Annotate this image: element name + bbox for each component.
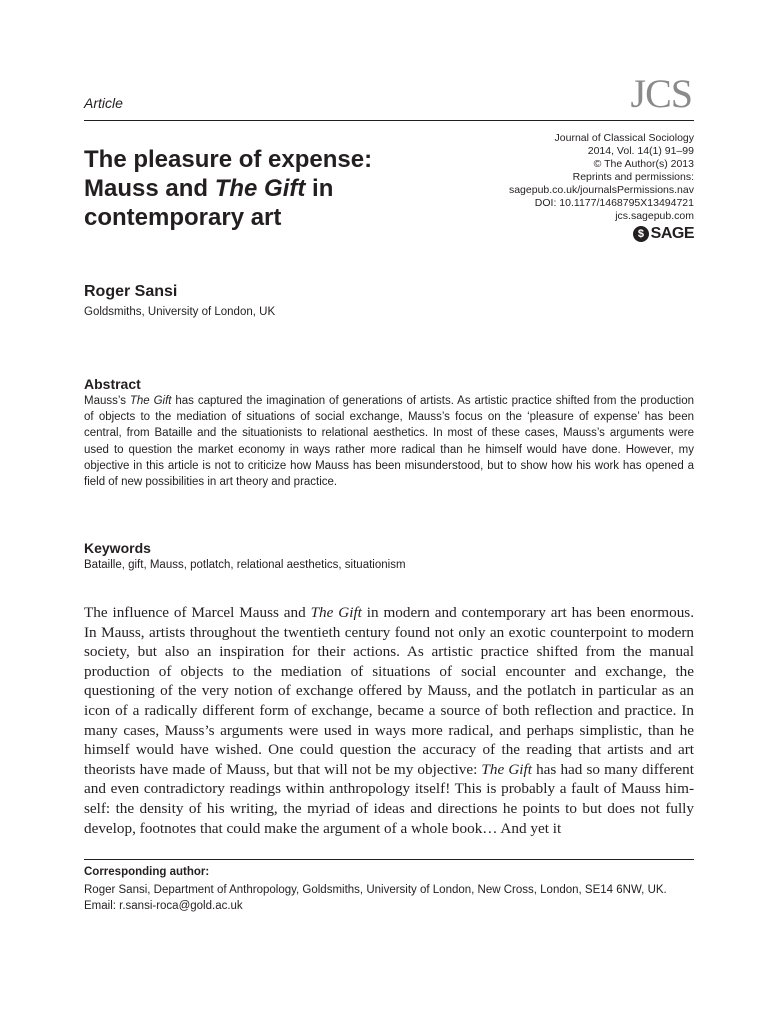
body-part-3: has had so many different and even contradictory readings within anthropology itself! This is probably a fault of Mauss himself: the density of his writing, the myriad of ideas and directions he points to but does not fully develop, footnotes that could make the argument of a whole book… And yet it <box>84 760 694 837</box>
keywords-text: Bataille, gift, Mauss, potlatch, relational aesthetics, situationism <box>84 559 406 571</box>
journal-logo: JCS <box>630 71 692 116</box>
body-part-1: The influence of Marcel Mauss and <box>84 604 311 621</box>
volume-info: 2014, Vol. 14(1) 91–99 <box>587 145 694 157</box>
reprints-label: Reprints and permissions: <box>572 171 694 183</box>
corresponding-author-details <box>84 882 684 914</box>
copyright: © The Author(s) 2013 <box>593 158 694 170</box>
body-italic-2: The Gift <box>481 760 532 778</box>
abstract-heading: Abstract <box>84 376 141 392</box>
body-part-2: in modern and contemporary art has been enormous. In Mauss, artists throughout the twentieth century found not only an exotic counterpoint to modern society, but also an inspiration for their actions. As artistic practice shifted from the manual production of objects to the mediation of situations of social encounter and exchange, the questioning of the very notion of exchange offered by Mauss, and the potlatch in particular as an icon of a radically different form of exchange, became a source of both reflection and practice. In many cases, Mauss’s arguments were used in ways more radical, and perhaps simplistic, than he himself would have wished. One could question the accuracy of the reading that artists and art theorists have made of Mauss, but that will not be my objective: <box>84 604 694 778</box>
article-type-label: Article <box>84 95 123 111</box>
title-line-2 <box>84 174 484 203</box>
abstract-text-pre: Mauss’s <box>84 395 130 407</box>
journal-site-link[interactable]: jcs.sagepub.com <box>615 210 694 222</box>
title-line-2-italic: The Gift <box>214 175 306 202</box>
keywords-heading: Keywords <box>84 540 151 556</box>
title-line-1: The pleasure of expense: <box>84 146 373 173</box>
corresponding-author-email[interactable]: Email: r.sansi-roca@gold.ac.uk <box>84 900 243 912</box>
title-line-2-post: in <box>305 175 334 202</box>
article-title <box>84 145 484 232</box>
title-line-2-pre: Mauss and <box>84 175 215 202</box>
corresponding-author-heading: Corresponding author: <box>84 866 210 878</box>
abstract-text <box>84 393 694 490</box>
journal-name: Journal of Classical Sociology <box>554 132 694 144</box>
header-divider <box>84 120 694 121</box>
abstract-text-body: has captured the imagination of generations of artists. As artistic practice shifted from the production of objects to the mediation of situations of social exchange, Mauss’s focus on the ‘pleasure of expense’ has been central, from Bataille and the situationists to relational aesthetics. In most of these cases, Mauss’s arguments were used to question the market economy in ways rather more radical than he himself would have done. However, my objective in this article is not to criticize how Mauss has been misunderstood, but to show how his work has opened a field of new possibilities in art theory and practice. <box>84 395 694 489</box>
body-paragraph <box>84 603 694 838</box>
footnote-divider <box>84 859 694 860</box>
permissions-link[interactable]: sagepub.co.uk/journalsPermissions.nav <box>508 184 694 196</box>
title-line-3: contemporary art <box>84 204 282 231</box>
sage-logo-text: SAGE <box>650 225 694 242</box>
sage-logo <box>633 225 694 243</box>
abstract-text-italic: The Gift <box>129 395 172 407</box>
doi[interactable]: DOI: 10.1177/1468795X13494721 <box>534 197 694 209</box>
body-italic-1: The Gift <box>310 604 362 621</box>
journal-metadata <box>454 132 694 223</box>
author-affiliation: Goldsmiths, University of London, UK <box>84 306 276 318</box>
author-name: Roger Sansi <box>84 283 178 300</box>
sage-mark-icon: $ <box>633 226 649 242</box>
corresponding-author-address: Roger Sansi, Department of Anthropology, Goldsmiths, University of London, New Cross, London, SE14 6NW, UK. <box>84 884 667 896</box>
